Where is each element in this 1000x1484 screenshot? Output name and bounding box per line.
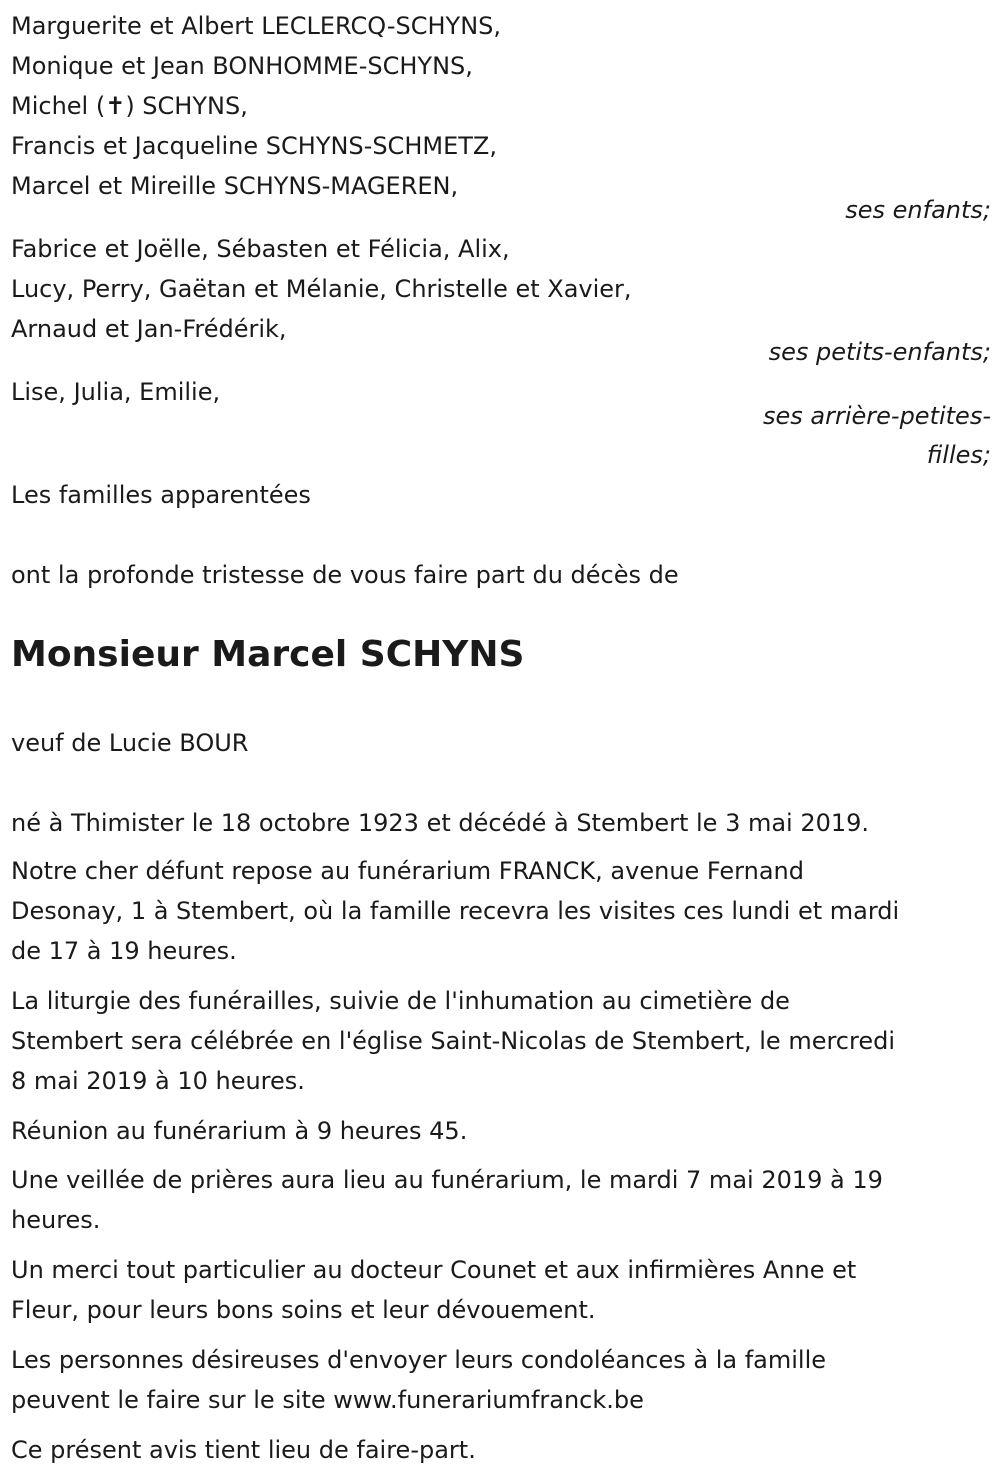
paragraph-line: Les personnes désireuses d'envoyer leurs condoléances à la famille bbox=[11, 1346, 827, 1374]
paragraph-line: Notre cher défunt repose au funérarium FRANCK, avenue Fernand bbox=[11, 857, 804, 885]
paragraph-vigil bbox=[11, 1160, 991, 1240]
paragraph-line: de 17 à 19 heures. bbox=[11, 937, 237, 965]
paragraph-meeting bbox=[11, 1111, 991, 1151]
paragraph-line: La liturgie des funérailles, suivie de l'inhumation au cimetière de bbox=[11, 987, 790, 1015]
grandchildren-role-label: ses petits-enfants; bbox=[768, 338, 991, 366]
great-grandchildren-role-label: filles; bbox=[926, 441, 991, 469]
paragraph-thanks bbox=[11, 1250, 991, 1330]
paragraph-line: Réunion au funérarium à 9 heures 45. bbox=[11, 1117, 468, 1145]
family-line: Lucy, Perry, Gaëtan et Mélanie, Christelle et Xavier, bbox=[11, 275, 632, 303]
paragraph-visitation bbox=[11, 851, 991, 971]
paragraph-line: Une veillée de prières aura lieu au funérarium, le mardi 7 mai 2019 à 19 bbox=[11, 1166, 883, 1194]
paragraph-line: Desonay, 1 à Stembert, où la famille recevra les visites ces lundi et mardi bbox=[11, 897, 900, 925]
paragraph-closing bbox=[11, 1430, 991, 1470]
paragraph-condolences bbox=[11, 1340, 991, 1420]
paragraph-line: 8 mai 2019 à 10 heures. bbox=[11, 1067, 305, 1095]
paragraph-funeral bbox=[11, 981, 991, 1101]
family-line: Marcel et Mireille SCHYNS-MAGEREN, bbox=[11, 172, 459, 200]
children-role-label: ses enfants; bbox=[845, 196, 991, 224]
great-grandchildren-role-label: ses arrière-petites- bbox=[763, 402, 991, 430]
paragraph-line: Fleur, pour leurs bons soins et leur dévouement. bbox=[11, 1296, 596, 1324]
relatives-line: Les familles apparentées bbox=[11, 481, 311, 509]
family-line: Fabrice et Joëlle, Sébasten et Félicia, Alix, bbox=[11, 235, 510, 263]
family-line: Monique et Jean BONHOMME-SCHYNS, bbox=[11, 52, 473, 80]
spouse-line: veuf de Lucie BOUR bbox=[11, 729, 249, 757]
deceased-name: Monsieur Marcel SCHYNS bbox=[11, 634, 525, 675]
family-line: Francis et Jacqueline SCHYNS-SCHMETZ, bbox=[11, 132, 497, 160]
paragraph-line: Un merci tout particulier au docteur Counet et aux infirmières Anne et bbox=[11, 1256, 857, 1284]
family-line: Lise, Julia, Emilie, bbox=[11, 378, 221, 406]
paragraph-line: Ce présent avis tient lieu de faire-part. bbox=[11, 1436, 476, 1464]
paragraph-line: Stembert sera célébrée en l'église Saint-Nicolas de Stembert, le mercredi bbox=[11, 1027, 896, 1055]
family-line: Michel (✝) SCHYNS, bbox=[11, 92, 248, 120]
paragraph-line: peuvent le faire sur le site www.funerariumfranck.be bbox=[11, 1386, 644, 1414]
birth-death-dates: né à Thimister le 18 octobre 1923 et décédé à Stembert le 3 mai 2019. bbox=[11, 809, 870, 837]
family-line: Marguerite et Albert LECLERCQ-SCHYNS, bbox=[11, 12, 502, 40]
announcement-text: ont la profonde tristesse de vous faire part du décès de bbox=[11, 561, 679, 589]
paragraph-line: heures. bbox=[11, 1206, 101, 1234]
family-line: Arnaud et Jan-Frédérik, bbox=[11, 315, 287, 343]
